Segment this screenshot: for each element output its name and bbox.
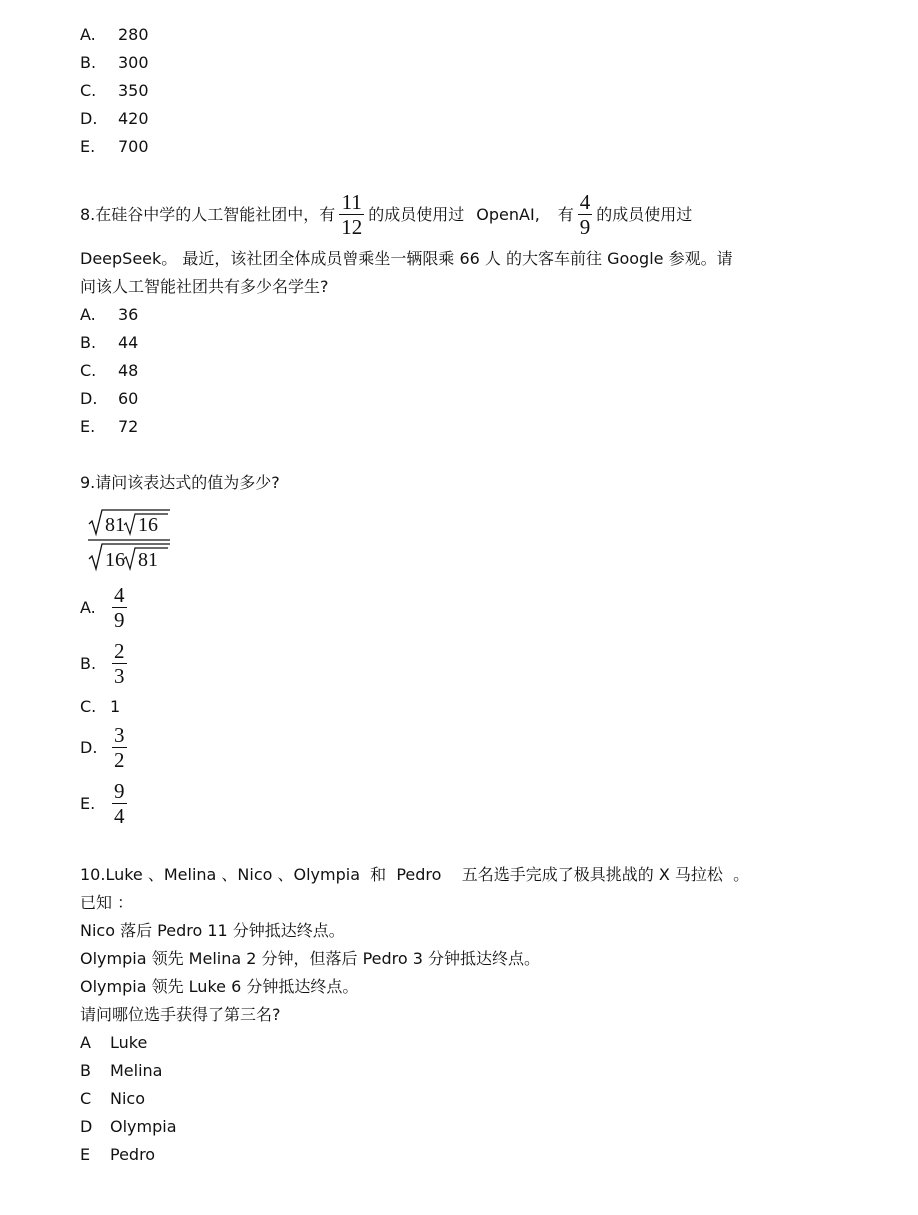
option-value: 420 xyxy=(118,109,149,128)
option-label: E. xyxy=(80,137,96,156)
option-label: D xyxy=(80,1117,93,1136)
option-value: Nico xyxy=(110,1089,145,1108)
option-value: 300 xyxy=(118,53,149,72)
fraction-numerator: 4 xyxy=(579,190,591,214)
denominator-inner-value: 81 xyxy=(138,549,158,571)
numerator-outer-value: 81 xyxy=(105,514,125,536)
q8-text-part4: 的成员使用过 xyxy=(596,204,693,224)
q9-option-d xyxy=(80,724,131,771)
option-label: C xyxy=(80,1089,92,1108)
fraction-numerator: 2 xyxy=(114,639,125,663)
numerator-inner-value: 16 xyxy=(138,514,158,536)
q9-question: 9.请问该表达式的值为多少? xyxy=(80,473,280,492)
option-value: 48 xyxy=(118,361,139,380)
option-label: C. xyxy=(80,361,97,380)
option-value: 36 xyxy=(118,305,139,324)
fraction-denominator: 9 xyxy=(579,215,591,239)
option-value: 60 xyxy=(118,389,139,408)
option-label: C. xyxy=(80,81,97,100)
option-value: 44 xyxy=(118,333,139,352)
fraction-numerator: 3 xyxy=(114,723,125,747)
option-value: 1 xyxy=(110,697,121,716)
option-label: B. xyxy=(80,53,97,72)
option-label: E. xyxy=(80,417,96,436)
option-value: Pedro xyxy=(110,1145,156,1164)
option-value: 350 xyxy=(118,81,149,100)
q8-text-part2: 的成员使用过 xyxy=(368,204,465,224)
option-label: A xyxy=(80,1033,91,1052)
option-label: E xyxy=(80,1145,91,1164)
fraction-denominator: 4 xyxy=(114,804,125,828)
q8-option-b xyxy=(80,332,138,354)
option-value: 280 xyxy=(118,25,149,44)
option-label: A. xyxy=(80,305,96,324)
option-value: 72 xyxy=(118,417,139,436)
option-fraction xyxy=(112,780,127,827)
q10-clue-2: Olympia 领先 Melina 2 分钟，但落后 Pedro 3 分钟抵达终点。 xyxy=(80,949,541,968)
option-label: D. xyxy=(80,109,98,128)
option-value: 700 xyxy=(118,137,149,156)
q8-text-part3: 有 xyxy=(557,204,574,224)
q10-question-line2: 已知 ： xyxy=(80,893,134,912)
q10-clue-3: Olympia 领先 Luke 6 分钟抵达终点。 xyxy=(80,977,359,996)
q8-openai: OpenAI, xyxy=(476,204,540,224)
fraction-numerator: 4 xyxy=(114,583,125,607)
q8-text-part1: 8.在硅谷中学的人工智能社团中，有 xyxy=(80,204,336,224)
q10-question-line1: 10.Luke 、Melina 、Nico 、Olympia 和 Pedro 五名选手完成了极具挑战的 X 马拉松 。 xyxy=(80,865,750,884)
option-value: Melina xyxy=(110,1061,163,1080)
q8-question-line3: 问该人工智能社团共有多少名学生? xyxy=(80,277,329,296)
fraction-denominator: 12 xyxy=(341,215,363,239)
option-fraction xyxy=(112,640,127,687)
option-label: B. xyxy=(80,654,97,673)
q7-option-c xyxy=(80,80,149,102)
option-value: Olympia xyxy=(110,1117,177,1136)
q9-expression xyxy=(86,507,186,575)
q8-question-line1 xyxy=(80,191,692,238)
fraction-denominator: 3 xyxy=(114,664,125,688)
q8-option-c xyxy=(80,360,138,382)
q8-question-line2: DeepSeek。 最近，该社团全体成员曾乘坐一辆限乘 66 人 的大客车前往 Google 参观。请 xyxy=(80,249,733,268)
option-label: B xyxy=(80,1061,91,1080)
q9-option-a xyxy=(80,584,131,631)
q10-option-c xyxy=(80,1088,145,1110)
q7-option-e xyxy=(80,136,149,158)
fraction-denominator: 2 xyxy=(114,748,125,772)
q10-option-d xyxy=(80,1116,177,1138)
option-fraction xyxy=(112,724,127,771)
option-label: E. xyxy=(80,794,96,813)
q8-option-d xyxy=(80,388,138,410)
q7-option-a xyxy=(80,24,149,46)
q10-option-b xyxy=(80,1060,162,1082)
q7-option-d xyxy=(80,108,149,130)
option-label: C. xyxy=(80,697,97,716)
denominator-outer-value: 16 xyxy=(105,549,125,571)
q9-expression-denominator xyxy=(89,544,170,571)
q9-option-c xyxy=(80,696,120,718)
option-label: A. xyxy=(80,598,96,617)
fraction-numerator: 9 xyxy=(114,779,125,803)
option-value: Luke xyxy=(110,1033,148,1052)
q8-option-a xyxy=(80,304,138,326)
q9-expression-numerator xyxy=(89,510,170,536)
q9-option-e xyxy=(80,780,131,827)
option-label: D. xyxy=(80,738,98,757)
option-fraction xyxy=(112,584,127,631)
fraction-denominator: 9 xyxy=(114,608,125,632)
q8-fraction-1 xyxy=(339,191,364,238)
q9-option-b xyxy=(80,640,131,687)
option-label: A. xyxy=(80,25,96,44)
option-label: B. xyxy=(80,333,97,352)
q8-option-e xyxy=(80,416,138,438)
q10-option-e xyxy=(80,1144,155,1166)
fraction-numerator: 11 xyxy=(341,190,362,214)
q8-fraction-2 xyxy=(578,191,593,238)
q10-clue-1: Nico 落后 Pedro 11 分钟抵达终点。 xyxy=(80,921,345,940)
q7-option-b xyxy=(80,52,149,74)
q10-question-ask: 请问哪位选手获得了第三名? xyxy=(80,1005,281,1024)
option-label: D. xyxy=(80,389,98,408)
q10-option-a xyxy=(80,1032,147,1054)
